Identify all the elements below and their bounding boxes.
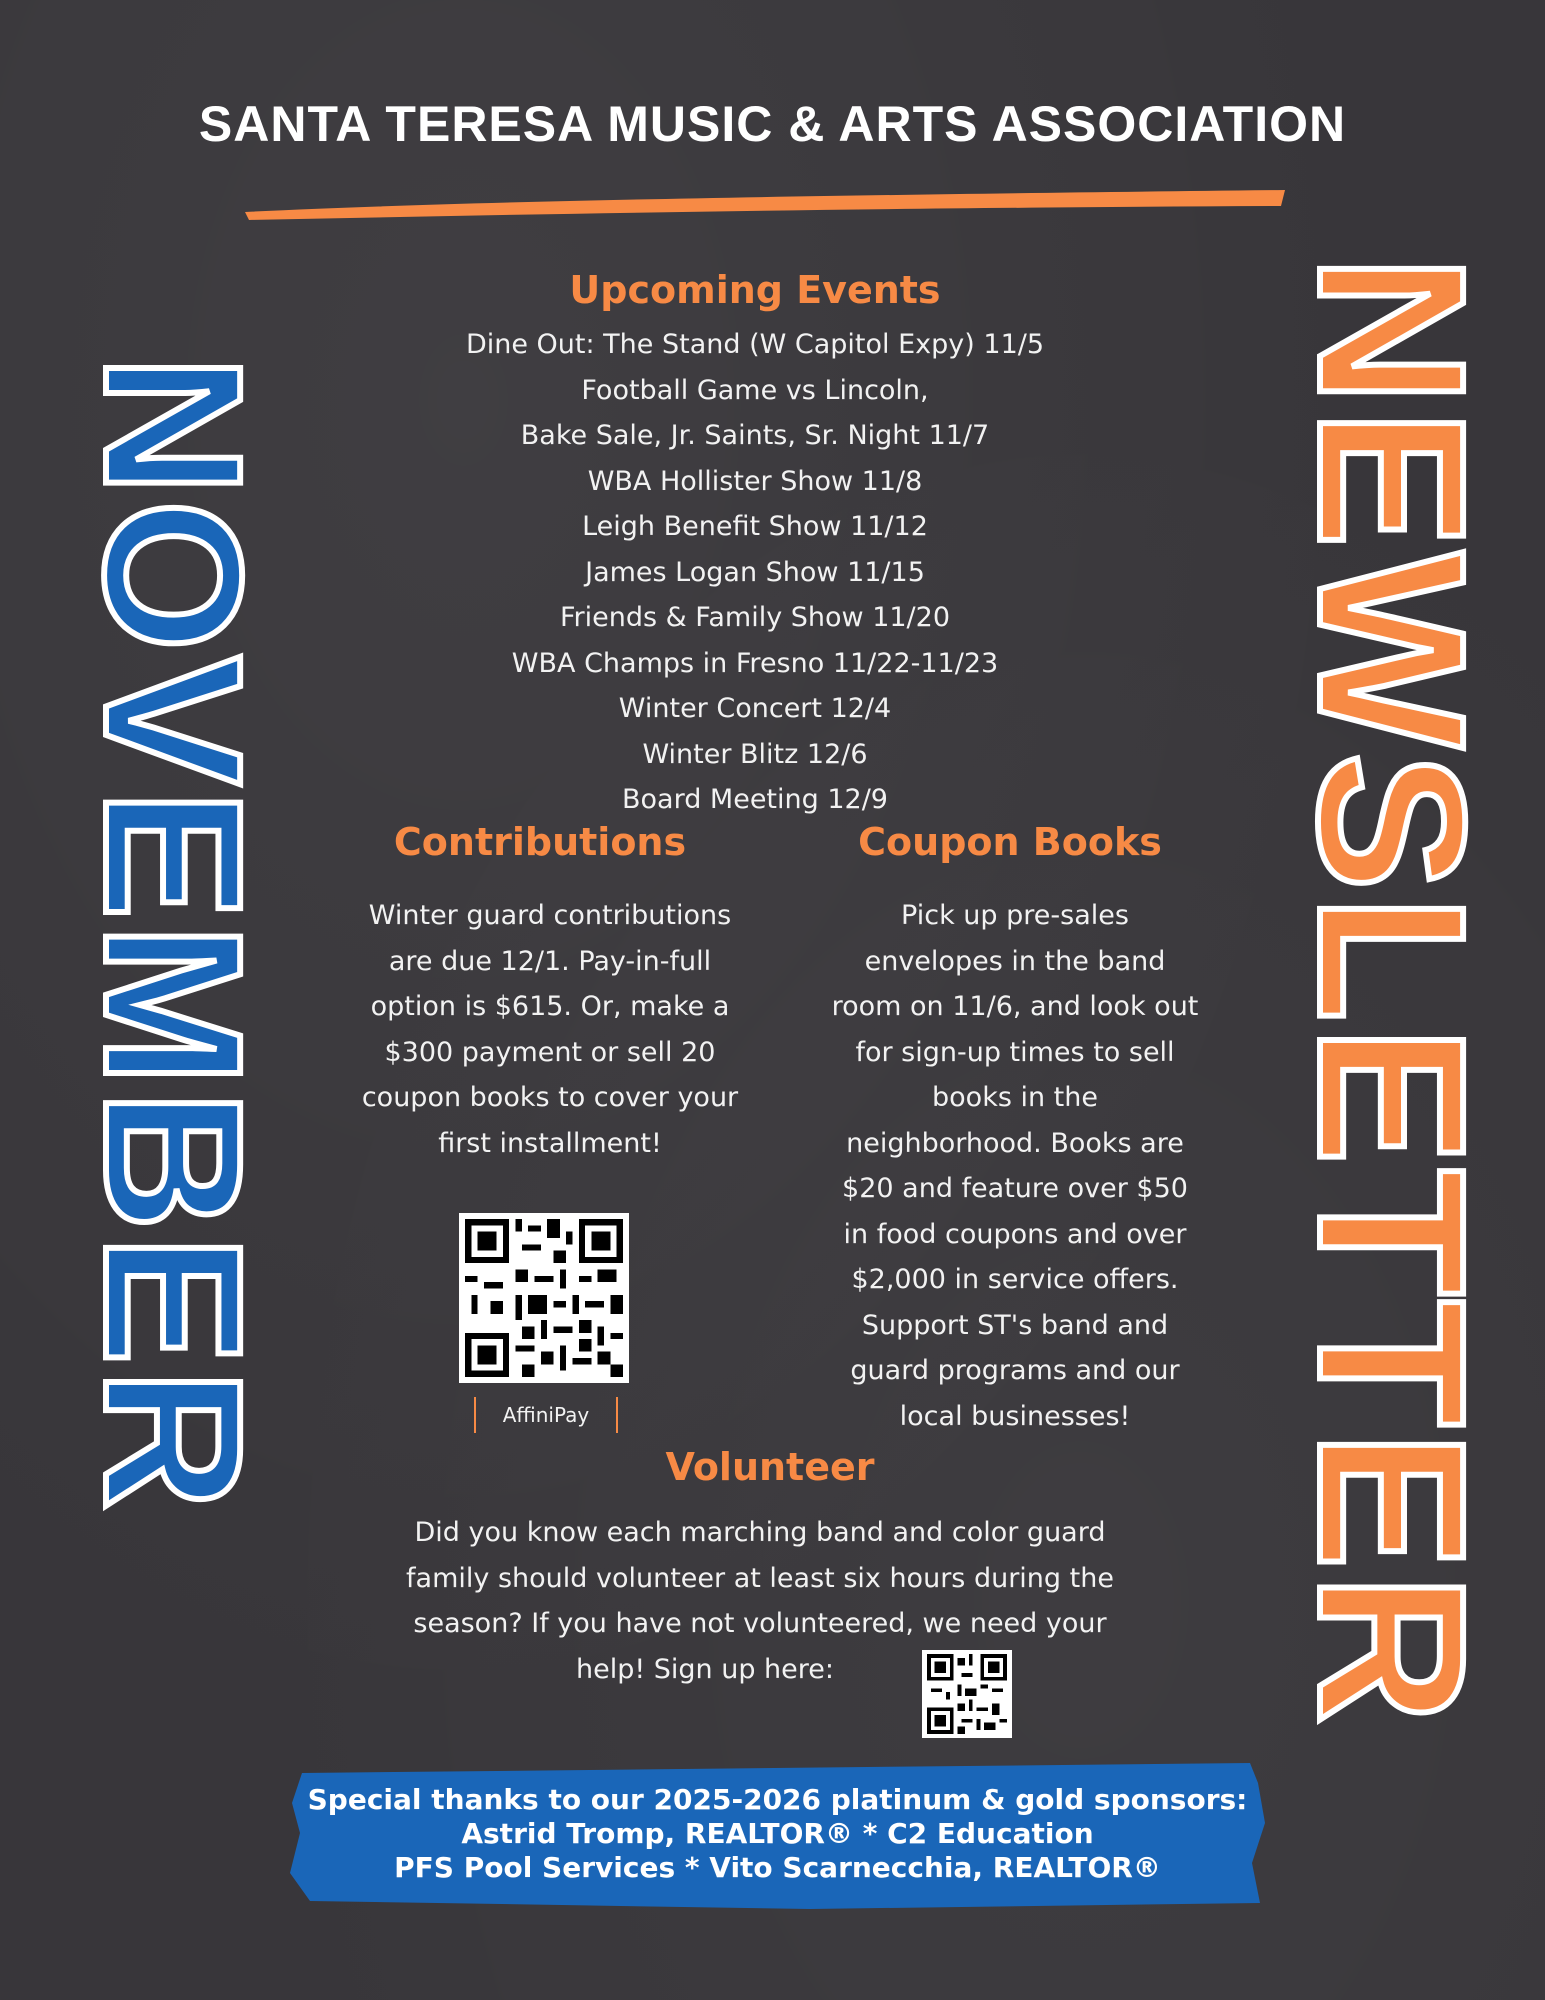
event-item: WBA Champs in Fresno 11/22-11/23 xyxy=(511,647,999,679)
november-vertical-title: NOVEMBER xyxy=(64,355,282,1514)
contributions-line: option is $615. Or, make a xyxy=(370,991,730,1022)
affinipay-caption: AffiniPay xyxy=(474,1397,618,1433)
events-list xyxy=(400,322,1110,823)
volunteer-line: help! Sign up here: xyxy=(575,1653,835,1685)
contributions-line: coupon books to cover your xyxy=(361,1082,739,1113)
coupon-line: Support ST's band and xyxy=(861,1309,1169,1341)
event-item: WBA Hollister Show 11/8 xyxy=(587,465,923,497)
volunteer-heading: Volunteer xyxy=(665,1445,875,1489)
coupon-line: for sign-up times to sell xyxy=(855,1036,1175,1068)
volunteer-signup-qr-code[interactable] xyxy=(922,1650,1012,1738)
contributions-line: $300 payment or sell 20 xyxy=(384,1036,716,1068)
qr-code-icon xyxy=(465,1219,623,1377)
volunteer-line: Did you know each marching band and color guard xyxy=(414,1517,1106,1548)
volunteer-line: season? If you have not volunteered, we need your xyxy=(413,1608,1107,1639)
coupon-line: room on 11/6, and look out xyxy=(831,991,1199,1022)
event-item: Dine Out: The Stand (W Capitol Expy) 11/5 xyxy=(465,329,1045,360)
event-item: Winter Blitz 12/6 xyxy=(642,738,868,770)
contributions-heading: Contributions xyxy=(393,820,687,864)
coupon-line: $20 and feature over $50 xyxy=(842,1173,1188,1204)
contributions-line: are due 12/1. Pay-in-full xyxy=(388,945,712,977)
coupon-line: Pick up pre-sales xyxy=(901,900,1129,931)
volunteer-line: family should volunteer at least six hours during the xyxy=(406,1562,1114,1594)
contributions-line: Winter guard contributions xyxy=(368,900,732,931)
event-item: Leigh Benefit Show 11/12 xyxy=(582,511,928,542)
sponsors-line: Astrid Tromp, REALTOR® * C2 Education xyxy=(461,1817,1094,1850)
event-item: James Logan Show 11/15 xyxy=(585,556,925,588)
upcoming-events-heading: Upcoming Events xyxy=(569,268,941,312)
header-title: SANTA TERESA MUSIC & ARTS ASSOCIATION xyxy=(198,96,1347,152)
event-item: Winter Concert 12/4 xyxy=(618,693,892,724)
volunteer-text xyxy=(340,1510,1180,1692)
coupon-line: in food coupons and over xyxy=(843,1218,1187,1250)
affinipay-qr-code[interactable] xyxy=(459,1213,629,1383)
coupon-line: neighborhood. Books are xyxy=(846,1127,1184,1159)
coupon-line: books in the xyxy=(932,1082,1098,1113)
newsletter-vertical-title: NEWSLETTER xyxy=(1275,255,1507,1728)
contributions-text xyxy=(330,893,770,1166)
sponsors-line: PFS Pool Services * Vito Scarnecchia, REALTOR® xyxy=(394,1851,1161,1884)
sponsors-text xyxy=(290,1783,1265,1885)
coupon-line: local businesses! xyxy=(899,1400,1131,1432)
contributions-line: first installment! xyxy=(438,1127,662,1159)
coupon-line: guard programs and our xyxy=(850,1355,1180,1386)
event-item: Friends & Family Show 11/20 xyxy=(559,602,951,633)
coupon-line: $2,000 in service offers. xyxy=(851,1264,1179,1295)
event-item: Football Game vs Lincoln, xyxy=(581,374,929,406)
coupon-line: envelopes in the band xyxy=(864,945,1166,977)
coupon-books-text xyxy=(800,893,1230,1439)
event-item: Bake Sale, Jr. Saints, Sr. Night 11/7 xyxy=(520,420,990,451)
event-item: Board Meeting 12/9 xyxy=(621,784,888,815)
qr-code-icon xyxy=(926,1654,1008,1734)
coupon-books-heading: Coupon Books xyxy=(858,820,1162,864)
sponsors-line: Special thanks to our 2025-2026 platinum & gold sponsors: xyxy=(307,1783,1248,1816)
header-underline-stroke xyxy=(245,188,1285,220)
